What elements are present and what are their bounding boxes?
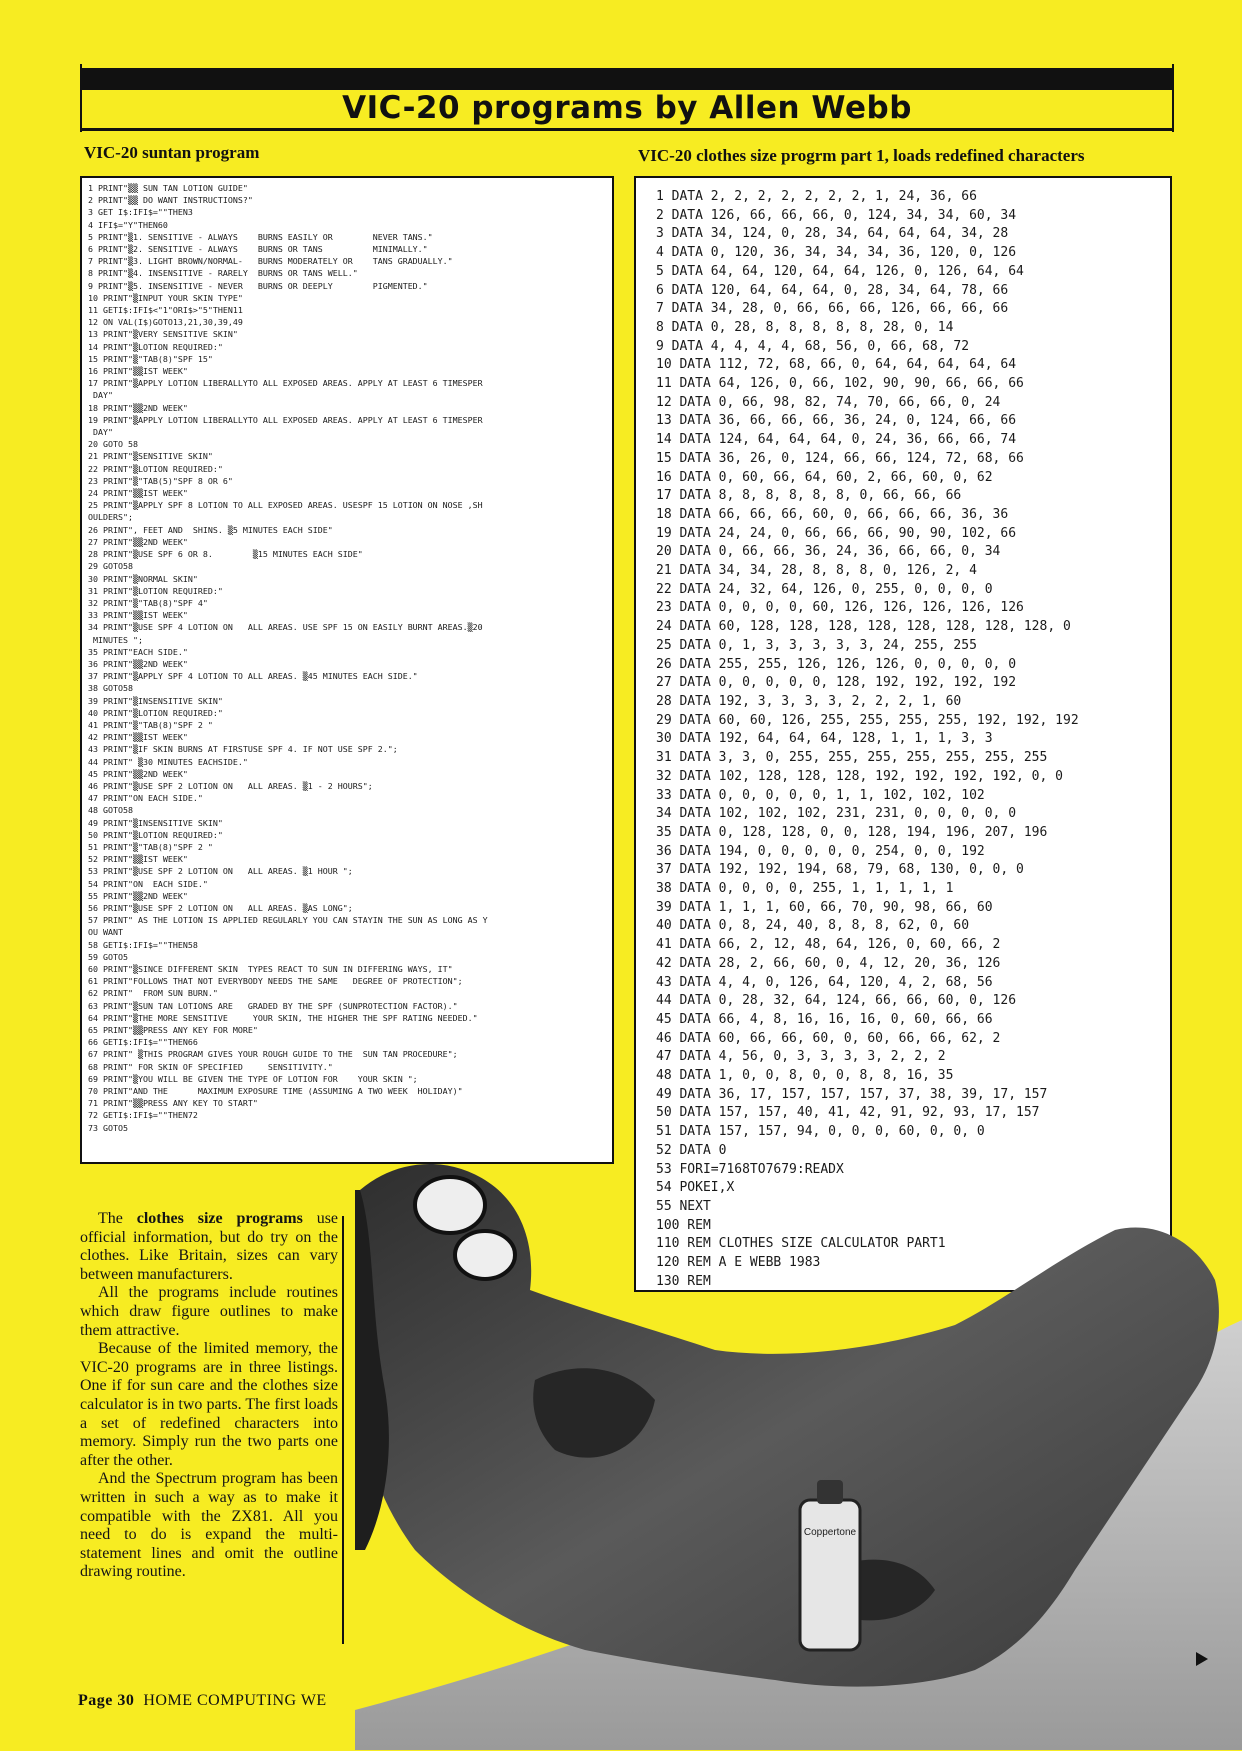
- article-column-rule: [342, 1216, 344, 1644]
- publication-name: HOME COMPUTING WE: [143, 1692, 327, 1709]
- clothes-section-title: VIC-20 clothes size progrm part 1, loads redefined characters: [638, 146, 1085, 165]
- bottle-label: Coppertone: [803, 1527, 857, 1538]
- suntan-section-title: VIC-20 suntan program: [84, 143, 260, 162]
- article-text: [80, 1210, 338, 1640]
- clothes-program-listing: 1 DATA 2, 2, 2, 2, 2, 2, 2, 1, 24, 36, 66 2 DATA 126, 66, 66, 66, 0, 124, 34, 34, 60, 34 3 DATA 34, 124, 0, 28, 34, 64, 64, 64, 34, 28 4 DATA 0, 120, 36, 34, 34, 34, 36, 120, 0, 126 5 DATA 64, 64, 120, 64, 64, 126, 0, 126, 64, 64 6 DATA 120, 64, 64, 64, 0, 28, 34, 64, 78, 66 7 DATA 34, 28, 0, 66, 66, 66, 126, 66, 66, 66 8 DATA 0, 28, 8, 8, 8, 8, 8, 28, 0, 14 9 DATA 4, 4, 4, 4, 68, 56, 0, 66, 68, 72 10 DATA 112, 72, 68, 66, 0, 64, 64, 64, 64, 64 11 DATA 64, 126, 0, 66, 102, 90, 90, 66, 66, 66 12 DATA 0, 66, 98, 82, 74, 70, 66, 66, 0, 24 13 DATA 36, 66, 66, 66, 36, 24, 0, 124, 66, 66 14 DATA 124, 64, 64, 64, 0, 24, 36, 66, 66, 74 15 DATA 36, 26, 0, 124, 66, 66, 124, 72, 68, 66 16 DATA 0, 60, 66, 64, 60, 2, 66, 60, 0, 62 17 DATA 8, 8, 8, 8, 8, 8, 0, 66, 66, 66 18 DATA 66, 66, 66, 60, 0, 66, 66, 66, 36, 36 19 DATA 24, 24, 0, 66, 66, 66, 90, 90, 102, 66 20 DATA 0, 66, 66, 36, 24, 36, 66, 66, 0, 34 21 DATA 34, 34, 28, 8, 8, 8, 0, 126, 2, 4 22 DATA 24, 32, 64, 126, 0, 255, 0, 0, 0, 0 23 DATA 0, 0, 0, 0, 60, 126, 126, 126, 126, 126 24 DATA 60, 128, 128, 128, 128, 128, 128, 128, 128, 0 25 DATA 0, 1, 3, 3, 3, 3, 3, 24, 255, 255 26 DATA 255, 255, 126, 126, 126, 0, 0, 0, 0, 0 27 DATA 0, 0, 0, 0, 0, 128, 192, 192, 192, 192 28 DATA 192, 3, 3, 3, 3, 2, 2, 2, 1, 60 29 DATA 60, 60, 126, 255, 255, 255, 255, 192, 192, 192 30 DATA 192, 64, 64, 64, 128, 1, 1, 1, 3, 3 31 DATA 3, 3, 0, 255, 255, 255, 255, 255, 255, 255 32 DATA 102, 128, 128, 128, 192, 192, 192, 192, 0, 0 33 DATA 0, 0, 0, 0, 0, 1, 1, 102, 102, 102 34 DATA 102, 102, 102, 231, 231, 0, 0, 0, 0, 0 35 DATA 0, 128, 128, 0, 0, 128, 194, 196, 207, 196 36 DATA 194, 0, 0, 0, 0, 0, 254, 0, 0, 192 37 DATA 192, 192, 194, 68, 79, 68, 130, 0, 0, 0 38 DATA 0, 0, 0, 0, 255, 1, 1, 1, 1, 1 39 DATA 1, 1, 1, 60, 66, 70, 90, 98, 66, 60 40 DATA 0, 8, 24, 40, 8, 8, 8, 62, 0, 60 41 DATA 66, 2, 12, 48, 64, 126, 0, 60, 66, 2 42 DATA 28, 2, 66, 60, 0, 4, 12, 20, 36, 126 43 DATA 4, 4, 0, 126, 64, 120, 4, 2, 68, 56 44 DATA 0, 28, 32, 64, 124, 66, 66, 60, 0, 126 45 DATA 66, 4, 8, 16, 16, 16, 0, 60, 66, 66 46 DATA 60, 66, 66, 60, 0, 60, 66, 66, 62, 2 47 DATA 4, 56, 0, 3, 3, 3, 3, 2, 2, 2 48 DATA 1, 0, 0, 8, 0, 0, 8, 8, 16, 35 49 DATA 36, 17, 157, 157, 157, 37, 38, 39, 17, 157 50 DATA 157, 157, 40, 41, 42, 91, 92, 93, 17, 157 51 DATA 157, 157, 94, 0, 0, 0, 60, 0, 0, 0 52 DATA 0 53 FORI=7168TO7679:READX 54 POKEI,X 55 NEXT 100 REM 110 REM CLOTHES SIZE CALCULATOR PART1 120 REM A E WEBB 1983 130 REM: [656, 189, 1079, 1289]
- continue-arrow-icon: [1196, 1652, 1208, 1666]
- article-p1-rest: use official information, but do try on the clothes. Like Britain, sizes can vary between manufacturers.: [80, 1210, 339, 1283]
- page-number: Page 30: [78, 1692, 135, 1709]
- page-footer: [78, 1692, 327, 1710]
- article-paragraph-3: Because of the limited memory, the VIC-20 programs are in three listings. One if for sun care and the clothes size calculator is in two parts. The first loads a set of redefined characters into memory. Simply run the two parts one after the other.: [80, 1340, 338, 1469]
- header-underline: [82, 128, 1172, 131]
- clothes-listing-box: [634, 176, 1172, 1292]
- suntan-program-listing: 1 PRINT"▒▒ SUN TAN LOTION GUIDE" 2 PRINT"▒▒ DO WANT INSTRUCTIONS?" 3 GET I$:IFI$=""THEN3 4 IFI$="Y"THEN60 5 PRINT"▒1. SENSITIVE - ALWAYS BURNS EASILY OR NEVER TANS." 6 PRINT"▒2. SENSITIVE - ALWAYS BURNS OR TANS MINIMALLY." 7 PRINT"▒3. LIGHT BROWN/NORMAL- BURNS MODERATELY OR TANS GRADUALLY." 8 PRINT"▒4. INSENSITIVE - RARELY BURNS OR TANS WELL." 9 PRINT"▒5. INSENSITIVE - NEVER BURNS OR DEEPLY PIGMENTED." 10 PRINT"▒INPUT YOUR SKIN TYPE" 11 GETI$:IFI$<"1"ORI$>"5"THEN11 12 ON VAL(I$)GOTO13,21,30,39,49 13 PRINT"▒VERY SENSITIVE SKIN" 14 PRINT"▒LOTION REQUIRED:" 15 PRINT"▒"TAB(8)"SPF 15" 16 PRINT"▒▒IST WEEK" 17 PRINT"▒APPLY LOTION LIBERALLYTO ALL EXPOSED AREAS. APPLY AT LEAST 6 TIMESPER DAY" 18 PRINT"▒▒2ND WEEK" 19 PRINT"▒APPLY LOTION LIBERALLYTO ALL EXPOSED AREAS. APPLY AT LEAST 6 TIMESPER DAY" 20 GOTO 58 21 PRINT"▒SENSITIVE SKIN" 22 PRINT"▒LOTION REQUIRED:" 23 PRINT"▒"TAB(5)"SPF 8 OR 6" 24 PRINT"▒▒IST WEEK" 25 PRINT"▒APPLY SPF 8 LOTION TO ALL EXPOSED AREAS. USESPF 15 LOTION ON NOSE ,SH OULDERS"; 26 PRINT", FEET AND SHINS. ▒5 MINUTES EACH SIDE" 27 PRINT"▒▒2ND WEEK" 28 PRINT"▒USE SPF 6 OR 8. ▒15 MINUTES EACH SIDE" 29 GOTO58 30 PRINT"▒NORMAL SKIN" 31 PRINT"▒LOTION REQUIRED:" 32 PRINT"▒"TAB(8)"SPF 4" 33 PRINT"▒▒IST WEEK" 34 PRINT"▒USE SPF 4 LOTION ON ALL AREAS. USE SPF 15 ON EASILY BURNT AREAS.▒20 MINUTES "; 35 PRINT"EACH SIDE." 36 PRINT"▒▒2ND WEEK" 37 PRINT"▒APPLY SPF 4 LOTION TO ALL AREAS. ▒45 MINUTES EACH SIDE." 38 GOTO58 39 PRINT"▒INSENSITIVE SKIN" 40 PRINT"▒LOTION REQUIRED:" 41 PRINT"▒"TAB(8)"SPF 2 " 42 PRINT"▒▒IST WEEK" 43 PRINT"▒IF SKIN BURNS AT FIRSTUSE SPF 4. IF NOT USE SPF 2."; 44 PRINT" ▒30 MINUTES EACHSIDE." 45 PRINT"▒▒2ND WEEK" 46 PRINT"▒USE SPF 2 LOTION ON ALL AREAS. ▒1 - 2 HOURS"; 47 PRINT"ON EACH SIDE." 48 GOTO58 49 PRINT"▒INSENSITIVE SKIN" 50 PRINT"▒LOTION REQUIRED:" 51 PRINT"▒"TAB(8)"SPF 2 " 52 PRINT"▒▒IST WEEK" 53 PRINT"▒USE SPF 2 LOTION ON ALL AREAS. ▒1 HOUR "; 54 PRINT"ON EACH SIDE." 55 PRINT"▒▒2ND WEEK" 56 PRINT"▒USE SPF 2 LOTION ON ALL AREAS. ▒AS LONG"; 57 PRINT" AS THE LOTION IS APPLIED REGULARLY YOU CAN STAYIN THE SUN AS LONG AS Y OU WANT 58 GETI$:IFI$=""THEN58 59 GOTO5 60 PRINT"▒SINCE DIFFERENT SKIN TYPES REACT TO SUN IN DIFFERING WAYS, IT" 61 PRINT"FOLLOWS THAT NOT EVERYBODY NEEDS THE SAME DEGREE OF PROTECTION"; 62 PRINT" FROM SUN BURN." 63 PRINT"▒SUN TAN LOTIONS ARE GRADED BY THE SPF (SUNPROTECTION FACTOR)." 64 PRINT"▒THE MORE SENSITIVE YOUR SKIN, THE HIGHER THE SPF RATING NEEDED." 65 PRINT"▒▒PRESS ANY KEY FOR MORE" 66 GETI$:IFI$=""THEN66 67 PRINT" ▒THIS PROGRAM GIVES YOUR ROUGH GUIDE TO THE SUN TAN PROCEDURE"; 68 PRINT" FOR SKIN OF SPECIFIED SENSITIVITY." 69 PRINT"▒YOU WILL BE GIVEN THE TYPE OF LOTION FOR YOUR SKIN "; 70 PRINT"AND THE MAXIMUM EXPOSURE TIME (ASSUMING A TWO WEEK HOLIDAY)" 71 PRINT"▒▒PRESS ANY KEY TO START" 72 GETI$:IFI$=""THEN72 73 GOTO5: [88, 183, 488, 1133]
- article-paragraph-1: [80, 1210, 338, 1284]
- frame-right-rule: [1172, 64, 1174, 132]
- header-black-bar: [82, 68, 1172, 90]
- article-p1-lead: The: [98, 1210, 137, 1227]
- page-headline: VIC-20 programs by Allen Webb: [342, 90, 912, 126]
- article-paragraph-4: And the Spectrum program has been written in such a way as to make it compatible with the ZX81. All you need to do is expand the multi-statement lines and omit the outline drawing routine.: [80, 1470, 338, 1581]
- article-p1-bold: clothes size programs: [136, 1210, 303, 1227]
- article-paragraph-2: All the programs include routines which draw figure outlines to make them attractive.: [80, 1284, 338, 1339]
- sunbather-photo: [355, 1150, 1242, 1751]
- suntan-listing-box: [80, 176, 614, 1164]
